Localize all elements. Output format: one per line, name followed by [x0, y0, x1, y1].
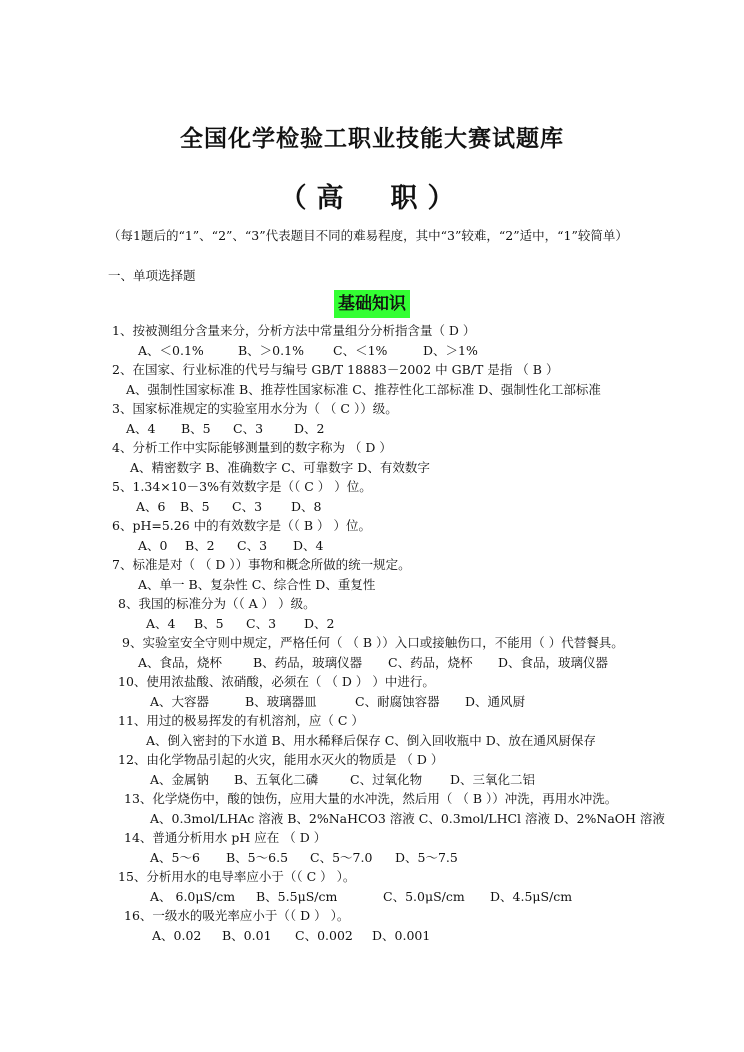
option-3-d: D、2 [294, 421, 325, 436]
option-2-a: A、强制性国家标准 [126, 382, 236, 397]
option-15-d: D、4.5μS/cm [490, 889, 573, 904]
option-14-c: C、5～7.0 [310, 850, 373, 865]
question-12: 12、由化学物品引起的火灾，能用水灭火的物质是 （ D ） [118, 752, 444, 767]
option-10-d: D、通风厨 [465, 694, 526, 709]
question-2: 2、在国家、行业标准的代号与编号 GB/T 18883－2002 中 GB/T 是指 （ B ） [112, 362, 559, 377]
option-5-c: C、3 [232, 499, 263, 514]
options-13 [150, 810, 665, 828]
badge-container [0, 290, 744, 318]
question-9: 9、实验室安全守则中规定，严格任何（ （ B ））入口或接触伤口，不能用（ ）代替餐具。 [122, 635, 624, 650]
question-7: 7、标准是对（ （ D ））事物和概念所做的统一规定。 [112, 557, 411, 572]
option-2-b: B、推荐性国家标准 [239, 382, 349, 397]
question-4: 4、分析工作中实际能够测量到的数字称为 （ D ） [112, 440, 392, 455]
option-7-a: A、单一 [138, 577, 185, 592]
option-10-b: B、玻璃器皿 [245, 694, 317, 709]
page-subtitle: （高 职） [279, 183, 465, 214]
option-15-c: C、5.0μS/cm [383, 889, 465, 904]
page-title: 全国化学检验工职业技能大赛试题库 [180, 126, 564, 152]
question-5: 5、1.34×10－3%有效数字是（（ C ） ）位。 [112, 479, 372, 494]
option-1-d: D、＞1% [423, 343, 478, 358]
option-5-a: A、6 [136, 499, 166, 514]
option-14-b: B、5～6.5 [226, 850, 289, 865]
options-7 [138, 576, 375, 594]
options-11 [146, 732, 596, 750]
option-9-c: C、药品，烧杯 [388, 655, 473, 670]
option-3-c: C、3 [233, 421, 264, 436]
option-14-a: A、5～6 [150, 850, 200, 865]
option-8-c: C、3 [246, 616, 277, 631]
option-11-b: B、用水稀释后保存 [271, 733, 381, 748]
options-2 [126, 381, 601, 399]
option-8-a: A、4 [146, 616, 176, 631]
option-7-b: B、复杂性 [188, 577, 248, 592]
option-13-c: C、0.3mol/LHCl 溶液 [418, 811, 551, 826]
section-heading: 一、单项选择题 [108, 268, 196, 283]
option-12-d: D、三氧化二铝 [450, 772, 536, 787]
option-6-a: A、0 [138, 538, 168, 553]
category-badge: 基础知识 [334, 290, 410, 318]
option-8-b: B、5 [194, 616, 224, 631]
option-3-a: A、4 [126, 421, 156, 436]
option-4-b: B、准确数字 [205, 460, 278, 475]
option-10-c: C、耐腐蚀容器 [355, 694, 440, 709]
option-13-d: D、2%NaOH 溶液 [554, 811, 665, 826]
option-11-d: D、放在通风厨保存 [485, 733, 596, 748]
difficulty-note: （每1题后的“1”、“2”、“3”代表题目不同的难易程度，其中“3”较难，“2”适中，“1”较简单） [108, 228, 628, 243]
option-16-d: D、0.001 [372, 928, 431, 943]
option-2-c: C、推荐性化工部标准 [352, 382, 475, 397]
option-6-c: C、3 [237, 538, 268, 553]
option-16-a: A、0.02 [152, 928, 202, 943]
option-15-b: B、5.5μS/cm [256, 889, 338, 904]
option-5-d: D、8 [291, 499, 322, 514]
option-12-a: A、金属钠 [150, 772, 210, 787]
option-13-b: B、2%NaHCO3 溶液 [287, 811, 415, 826]
option-14-d: D、5～7.5 [395, 850, 458, 865]
option-8-d: D、2 [304, 616, 335, 631]
option-9-b: B、药品，玻璃仪器 [253, 655, 363, 670]
option-4-a: A、精密数字 [130, 460, 202, 475]
option-16-b: B、0.01 [222, 928, 272, 943]
options-4 [130, 459, 430, 477]
question-15: 15、分析用水的电导率应小于（（ C ） ）。 [118, 869, 356, 884]
option-10-a: A、大容器 [150, 694, 210, 709]
question-10: 10、使用浓盐酸、浓硝酸，必须在（ （ D ） ）中进行。 [118, 674, 435, 689]
option-9-a: A、食品，烧杯 [138, 655, 223, 670]
option-15-a: A、 6.0μS/cm [150, 889, 236, 904]
option-9-d: D、食品，玻璃仪器 [498, 655, 609, 670]
option-11-c: C、倒入回收瓶中 [384, 733, 482, 748]
option-4-c: C、可靠数字 [281, 460, 354, 475]
option-6-b: B、2 [185, 538, 215, 553]
option-6-d: D、4 [293, 538, 324, 553]
question-6: 6、pH=5.26 中的有效数字是（（ B ） ）位。 [112, 518, 371, 533]
question-16: 16、一级水的吸光率应小于（（ D ） ）。 [124, 908, 350, 923]
question-3: 3、国家标准规定的实验室用水分为（ （ C ））级。 [112, 401, 398, 416]
question-8: 8、我国的标准分为（（ A ） ）级。 [118, 596, 316, 611]
option-5-b: B、5 [180, 499, 210, 514]
option-1-b: B、＞0.1% [238, 343, 304, 358]
option-7-c: C、综合性 [251, 577, 312, 592]
option-7-d: D、重复性 [315, 577, 376, 592]
option-12-b: B、五氧化二磷 [234, 772, 319, 787]
question-13: 13、化学烧伤中，酸的蚀伤，应用大量的水冲洗，然后用（ （ B ））冲洗，再用水冲洗。 [124, 791, 618, 806]
option-2-d: D、强制性化工部标准 [478, 382, 601, 397]
option-12-c: C、过氧化物 [350, 772, 423, 787]
question-11: 11、用过的极易挥发的有机溶剂，应（ C ） [118, 713, 364, 728]
option-1-c: C、＜1% [333, 343, 388, 358]
option-16-c: C、0.002 [295, 928, 353, 943]
question-1: 1、按被测组分含量来分，分析方法中常量组分分析指含量（ D ） [112, 323, 476, 338]
option-3-b: B、5 [181, 421, 211, 436]
question-14: 14、普通分析用水 pH 应在 （ D ） [124, 830, 327, 845]
option-13-a: A、0.3mol/LHAc 溶液 [150, 811, 284, 826]
option-4-d: D、有效数字 [357, 460, 430, 475]
option-11-a: A、倒入密封的下水道 [146, 733, 268, 748]
option-1-a: A、＜0.1% [138, 343, 204, 358]
